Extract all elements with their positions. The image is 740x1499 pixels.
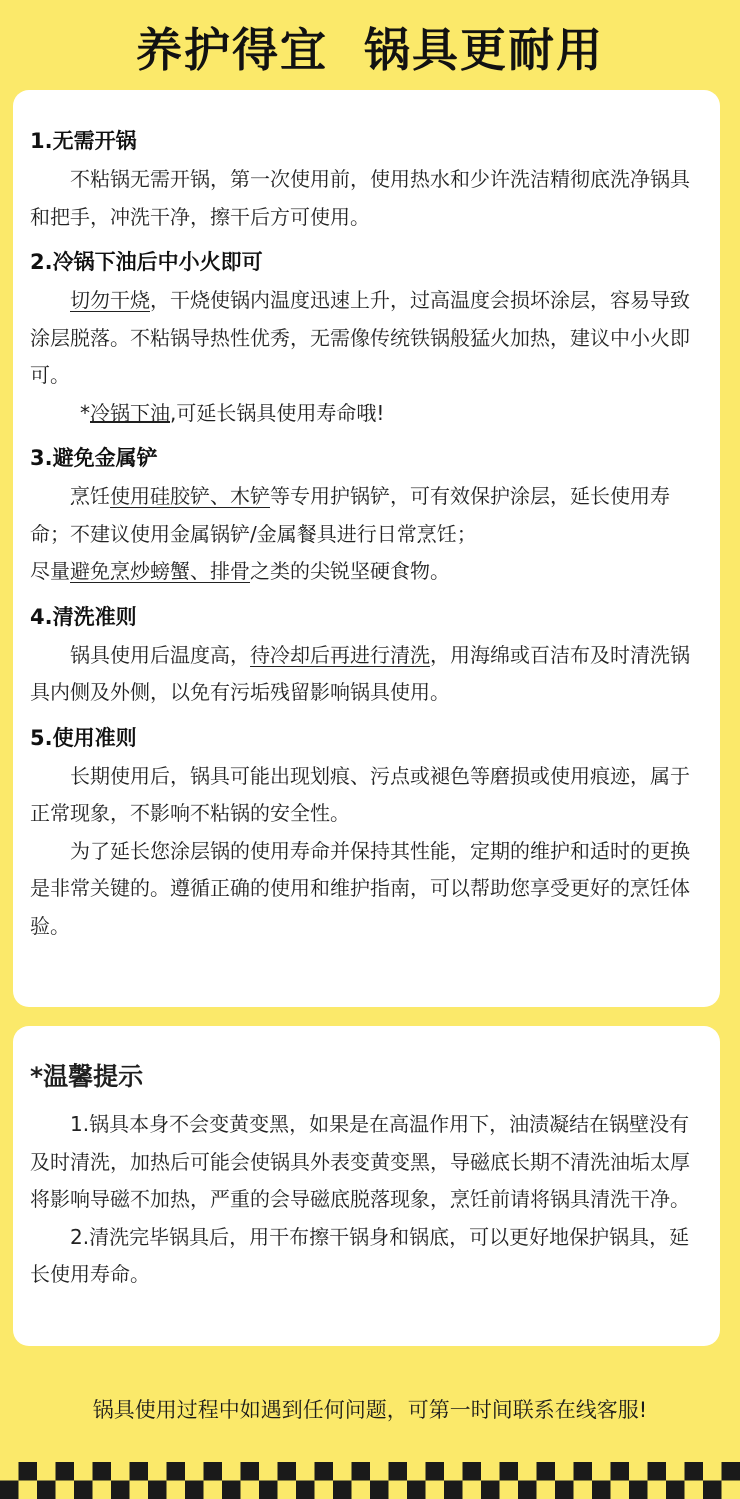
- section-paragraph: 为了延长您涂层锅的使用寿命并保持其性能，定期的维护和适时的更换是非常关键的。遵循正确的使用和维护指南，可以帮助您享受更好的烹饪体验。: [30, 838, 690, 938]
- section-paragraph: 尽量避免烹炒螃蟹、排骨之类的尖锐坚硬食物。: [30, 559, 450, 583]
- underlined-text: 使用硅胶铲、木铲: [110, 484, 270, 508]
- section-paragraph: 切勿干烧，干烧使锅内温度迅速上升，过高温度会损坏涂层，容易导致涂层脱落。不粘锅导热性优秀，无需像传统铁锅般猛火加热，建议中小火即可。: [30, 288, 690, 387]
- section-paragraph: 不粘锅无需开锅，第一次使用前，使用热水和少许洗洁精彻底洗净锅具和把手，冲洗干净，擦干后方可使用。: [30, 167, 690, 229]
- tips-item: 1.锅具本身不会变黄变黑，如果是在高温作用下，油渍凝结在锅壁没有及时清洗，加热后可能会使锅具外表变黄变黑，导磁底长期不清洗油垢太厚将影响导磁不加热，严重的会导磁底脱落现象，烹饪前请将锅具清洗干净。: [30, 1112, 690, 1211]
- section-note: *冷锅下油,可延长锅具使用寿命哦!: [80, 400, 385, 425]
- page-title: 养护得宜 锅具更耐用: [135, 23, 605, 77]
- underlined-text: 切勿干烧: [70, 288, 150, 312]
- tips-item: 2.清洗完毕锅具后，用干布擦干锅身和锅底，可以更好地保护锅具，延长使用寿命。: [30, 1224, 690, 1286]
- underlined-text: 冷锅下油: [90, 400, 170, 425]
- tips-heading: *温馨提示: [30, 1062, 144, 1091]
- care-instructions-card: [13, 90, 720, 1007]
- section-heading: 5.使用准则: [30, 725, 137, 750]
- section-paragraph: 锅具使用后温度高，待冷却后再进行清洗，用海绵或百洁布及时清洗锅具内侧及外侧，以免有污垢残留影响锅具使用。: [30, 642, 690, 704]
- section-heading: 4.清洗准则: [30, 604, 137, 629]
- section-paragraph: 烹饪使用硅胶铲、木铲等专用护锅铲，可有效保护涂层，延长使用寿命；不建议使用金属锅铲/金属餐具进行日常烹饪；: [30, 484, 670, 546]
- checkerboard-border: [0, 1462, 740, 1499]
- underlined-text: 待冷却后再进行清洗: [250, 642, 430, 667]
- section-heading: 2.冷锅下油后中小火即可: [30, 250, 263, 274]
- section-paragraph: 长期使用后，锅具可能出现划痕、污点或褪色等磨损或使用痕迹，属于正常现象，不影响不粘锅的安全性。: [30, 763, 690, 825]
- section-heading: 1.无需开锅: [30, 129, 137, 153]
- tips-card: [13, 1026, 720, 1346]
- section-heading: 3.避免金属铲: [30, 446, 158, 470]
- underlined-text: 避免烹炒螃蟹、排骨: [70, 559, 250, 583]
- footer-contact-note: 锅具使用过程中如遇到任何问题，可第一时间联系在线客服!: [92, 1398, 648, 1422]
